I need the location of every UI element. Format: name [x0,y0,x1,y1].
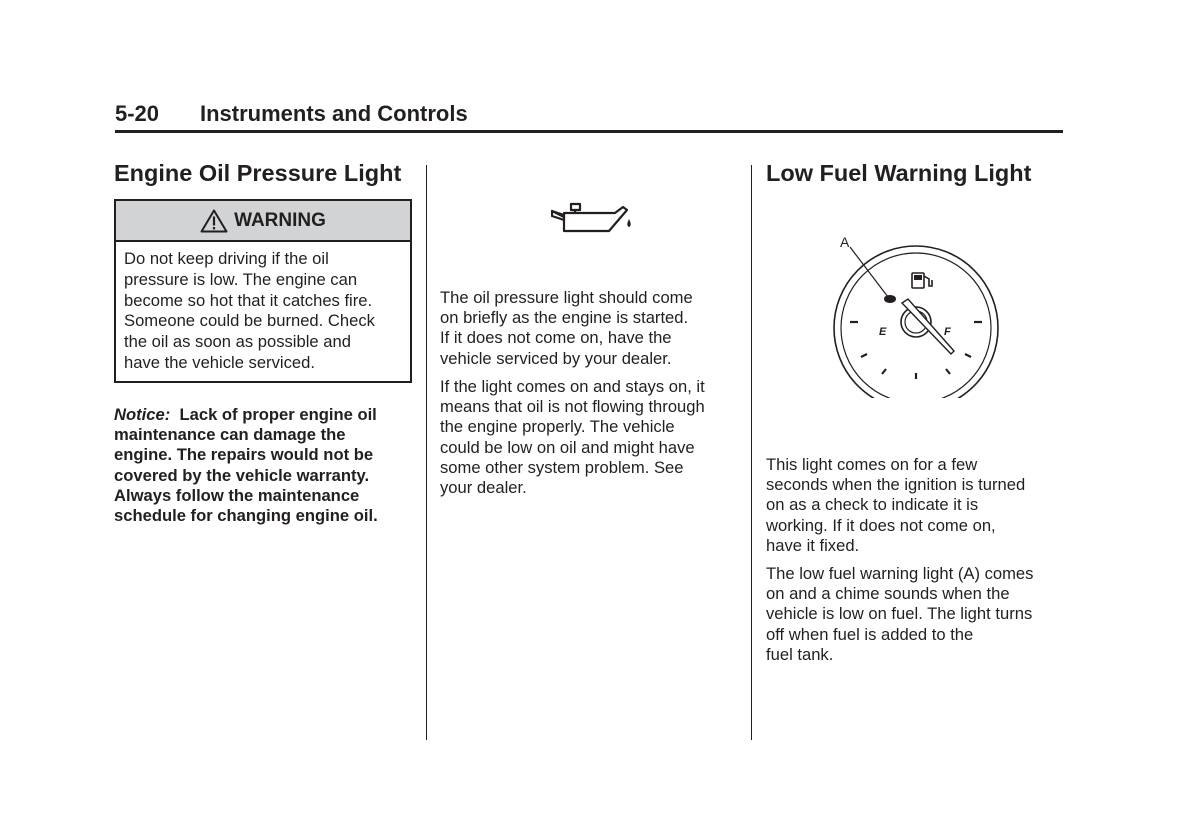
section-title: Instruments and Controls [200,101,468,126]
page-number: 5-20 [115,101,160,126]
paragraph-line: your dealer. [440,478,527,498]
gauge-full-label: F [944,326,951,338]
oil-paragraph-2 [440,377,745,498]
notice-line-text: Lack of proper engine oil [179,405,377,424]
warning-line: Someone could be burned. Check [124,311,375,331]
paragraph-line: The low fuel warning light (A) comes [766,564,1034,583]
warning-line: the oil as soon as possible and [124,332,351,352]
notice-line [114,405,414,425]
paragraph-line: on and a chime sounds when the [766,584,1010,604]
page-header [115,101,1063,133]
paragraph-line: some other system problem. See [440,457,684,477]
fuel-paragraph-2 [766,564,1076,665]
warning-line: pressure is low. The engine can [124,269,358,289]
gauge-empty-label: E [879,326,887,338]
low-fuel-heading: Low Fuel Warning Light [766,160,1032,186]
gauge-callout-a: A [840,234,850,250]
paragraph-line: could be low on oil and might have [440,437,695,457]
paragraph-line: the engine properly. The vehicle [440,417,675,437]
paragraph-line: If it does not come on, have the [440,328,672,348]
warning-label: WARNING [234,209,326,231]
paragraph-line: fuel tank. [766,644,834,664]
notice-label: Notice: [114,405,171,424]
warning-triangle-icon [200,209,228,233]
oil-can-icon [551,201,636,235]
paragraph-line: The oil pressure light should come [440,288,693,307]
paragraph-line: have it fixed. [766,535,860,555]
warning-text [116,242,410,374]
column-divider [426,165,427,740]
notice-line: schedule for changing engine oil. [114,506,378,526]
fuel-paragraph-1 [766,455,1071,556]
warning-line: Do not keep driving if the oil [124,249,329,268]
engine-oil-pressure-heading: Engine Oil Pressure Light [114,160,402,186]
paragraph-line: vehicle serviced by your dealer. [440,348,672,368]
paragraph-line: If the light comes on and stays on, it [440,377,705,396]
paragraph-line: on as a check to indicate it is [766,495,979,515]
warning-box [114,199,412,383]
paragraph-line: seconds when the ignition is turned [766,475,1026,495]
notice-line: covered by the vehicle warranty. [114,465,370,485]
column-divider [751,165,752,740]
warning-header [116,201,410,242]
oil-paragraph-1 [440,288,740,369]
notice-line: Always follow the maintenance [114,485,360,505]
notice-paragraph [114,405,414,526]
paragraph-line: vehicle is low on fuel. The light turns [766,604,1033,624]
paragraph-line: means that oil is not flowing through [440,397,705,417]
warning-line: have the vehicle serviced. [124,352,315,372]
fuel-gauge-icon [830,233,1000,398]
warning-line: become so hot that it catches fire. [124,290,373,310]
paragraph-line: working. If it does not come on, [766,515,996,535]
notice-line: maintenance can damage the [114,425,346,445]
paragraph-line: off when fuel is added to the [766,624,974,644]
paragraph-line: This light comes on for a few [766,455,978,474]
paragraph-line: on briefly as the engine is started. [440,308,689,328]
notice-line: engine. The repairs would not be [114,445,374,465]
